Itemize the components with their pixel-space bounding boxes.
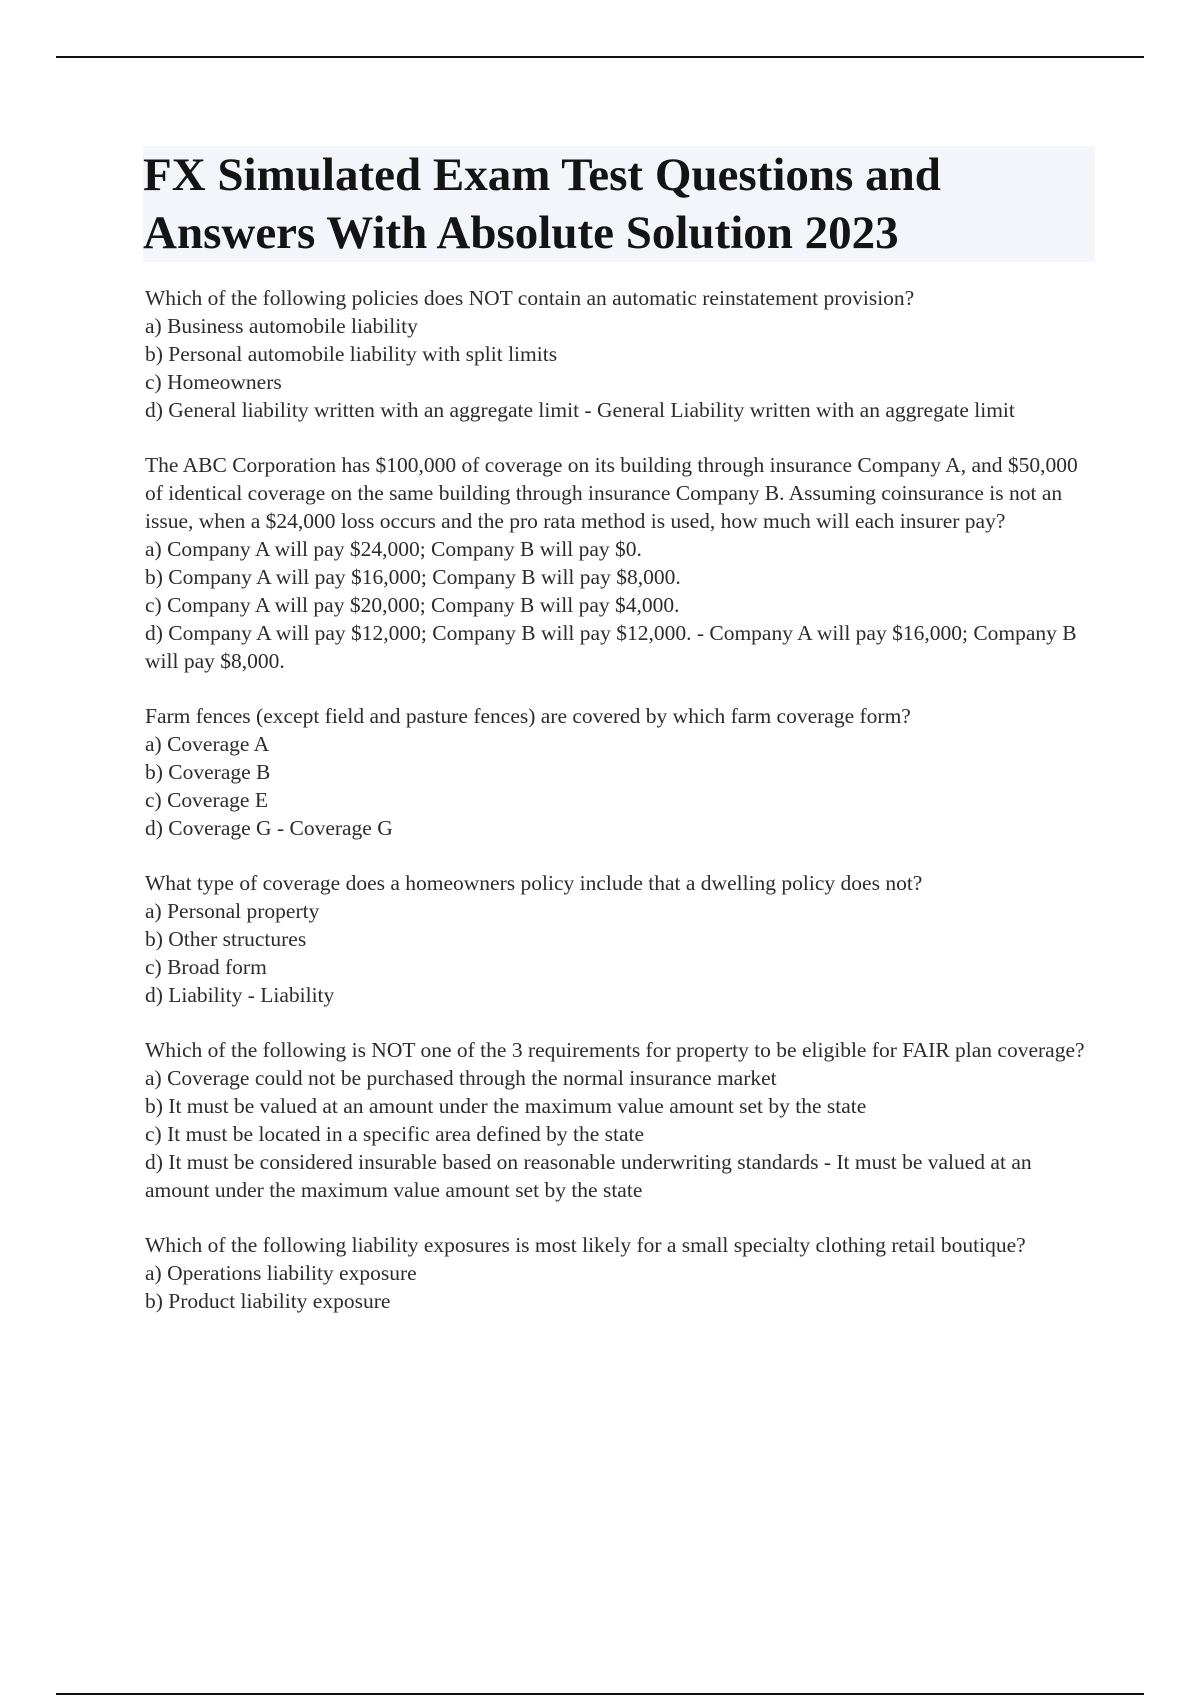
title-box [143, 146, 1095, 262]
question-block [145, 451, 1095, 675]
question-block [145, 1231, 1095, 1315]
top-rule [56, 56, 1144, 58]
answer-option: d) It must be considered insurable based on reasonable underwriting standards - It must be valued at an amount under the maximum value amount set by the state [145, 1150, 1032, 1202]
question-text: The ABC Corporation has $100,000 of coverage on its building through insurance Company A, and $50,000 of identical coverage on the same building through insurance Company B. Assuming coinsurance is not an issue, when a $24,000 loss occurs and the pro rata method is used, how much will each insurer pay? [145, 453, 1078, 533]
question-text: Which of the following policies does NOT contain an automatic reinstatement provision? [145, 286, 915, 310]
answer-option: c) Homeowners [145, 370, 282, 394]
question-block [145, 869, 1095, 1009]
document-body [145, 146, 1095, 1342]
question-text: Which of the following liability exposures is most likely for a small specialty clothing retail boutique? [145, 1233, 1026, 1257]
question-block [145, 1036, 1095, 1204]
question-text: Farm fences (except field and pasture fences) are covered by which farm coverage form? [145, 704, 911, 728]
answer-option: d) General liability written with an aggregate limit - General Liability written with an aggregate limit [145, 398, 1015, 422]
question-text: What type of coverage does a homeowners policy include that a dwelling policy does not? [145, 871, 923, 895]
answer-option: a) Coverage A [145, 732, 270, 756]
answer-option: b) Personal automobile liability with split limits [145, 342, 558, 366]
answer-option: b) Product liability exposure [145, 1289, 391, 1313]
bottom-rule [56, 1693, 1144, 1695]
question-list [145, 284, 1095, 1315]
question-block [145, 284, 1095, 424]
answer-option: d) Liability - Liability [145, 983, 335, 1007]
answer-option: b) It must be valued at an amount under the maximum value amount set by the state [145, 1094, 867, 1118]
answer-option: c) Broad form [145, 955, 267, 979]
answer-option: d) Coverage G - Coverage G [145, 816, 393, 840]
answer-option: c) Coverage E [145, 788, 268, 812]
question-block [145, 702, 1095, 842]
answer-option: b) Other structures [145, 927, 307, 951]
question-text: Which of the following is NOT one of the 3 requirements for property to be eligible for FAIR plan coverage? [145, 1038, 1085, 1062]
answer-option: a) Company A will pay $24,000; Company B will pay $0. [145, 537, 642, 561]
answer-option: c) Company A will pay $20,000; Company B will pay $4,000. [145, 593, 680, 617]
answer-option: a) Operations liability exposure [145, 1261, 417, 1285]
document-title: FX Simulated Exam Test Questions and Answers With Absolute Solution 2023 [143, 149, 941, 259]
answer-option: a) Personal property [145, 899, 320, 923]
answer-option: d) Company A will pay $12,000; Company B will pay $12,000. - Company A will pay $16,000; Company B will pay $8,000. [145, 621, 1077, 673]
answer-option: b) Coverage B [145, 760, 271, 784]
answer-option: b) Company A will pay $16,000; Company B will pay $8,000. [145, 565, 681, 589]
answer-option: a) Business automobile liability [145, 314, 418, 338]
answer-option: c) It must be located in a specific area defined by the state [145, 1122, 645, 1146]
answer-option: a) Coverage could not be purchased through the normal insurance market [145, 1066, 777, 1090]
